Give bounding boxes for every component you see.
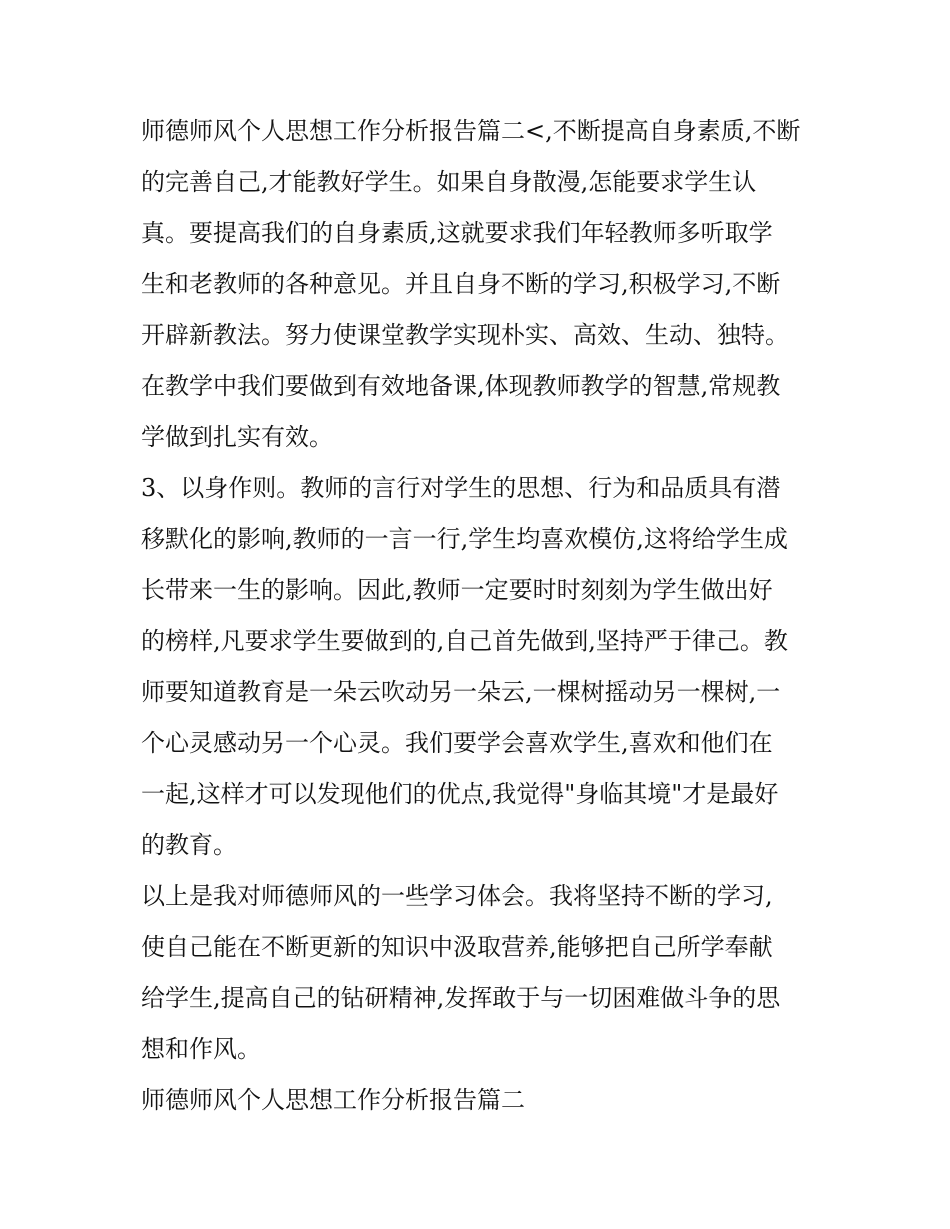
document-body: [141, 106, 821, 1126]
text-line: 想和作风。: [141, 1035, 261, 1063]
text-line: 师德师风个人思想工作分析报告篇二: [141, 1086, 525, 1114]
text-line: 以上是我对师德师风的一些学习体会。我将坚持不断的学习,: [141, 882, 773, 910]
text-line: 的完善自己,才能教好学生。如果自身散漫,怎能要求学生认: [141, 168, 757, 196]
text-line: 的教育。: [141, 831, 237, 859]
text-line: 生和老教师的各种意见。并且自身不断的学习,积极学习,不断: [141, 270, 781, 298]
text-line: 学做到扎实有效。: [141, 423, 333, 451]
text-line: 一起,这样才可以发现他们的优点,我觉得"身临其境"才是最好: [141, 780, 779, 808]
text-line: 的榜样,凡要求学生要做到的,自己首先做到,坚持严于律己。教: [141, 627, 788, 655]
text-line: 在教学中我们要做到有效地备课,体现教师教学的智慧,常规教: [141, 372, 781, 400]
text-line: 移默化的影响,教师的一言一行,学生均喜欢模仿,这将给学生成: [141, 525, 788, 553]
text-line: 师要知道教育是一朵云吹动另一朵云,一棵树摇动另一棵树,一: [141, 678, 781, 706]
text-line: 长带来一生的影响。因此,教师一定要时时刻刻为学生做出好: [141, 576, 773, 604]
text-line: 师德师风个人思想工作分析报告篇二<,不断提高自身素质,不断: [141, 117, 801, 145]
text-line: 个心灵感动另一个心灵。我们要学会喜欢学生,喜欢和他们在: [141, 729, 773, 757]
text-line: 真。要提高我们的自身素质,这就要求我们年轻教师多听取学: [141, 219, 773, 247]
text-line: 使自己能在不断更新的知识中汲取营养,能够把自己所学奉献: [141, 933, 773, 961]
text-line: 给学生,提高自己的钻研精神,发挥敢于与一切困难做斗争的思: [141, 984, 781, 1012]
text-line: 3、以身作则。教师的言行对学生的思想、行为和品质具有潜: [141, 474, 781, 502]
text-line: 开辟新教法。努力使课堂教学实现朴实、高效、生动、独特。: [141, 321, 789, 349]
